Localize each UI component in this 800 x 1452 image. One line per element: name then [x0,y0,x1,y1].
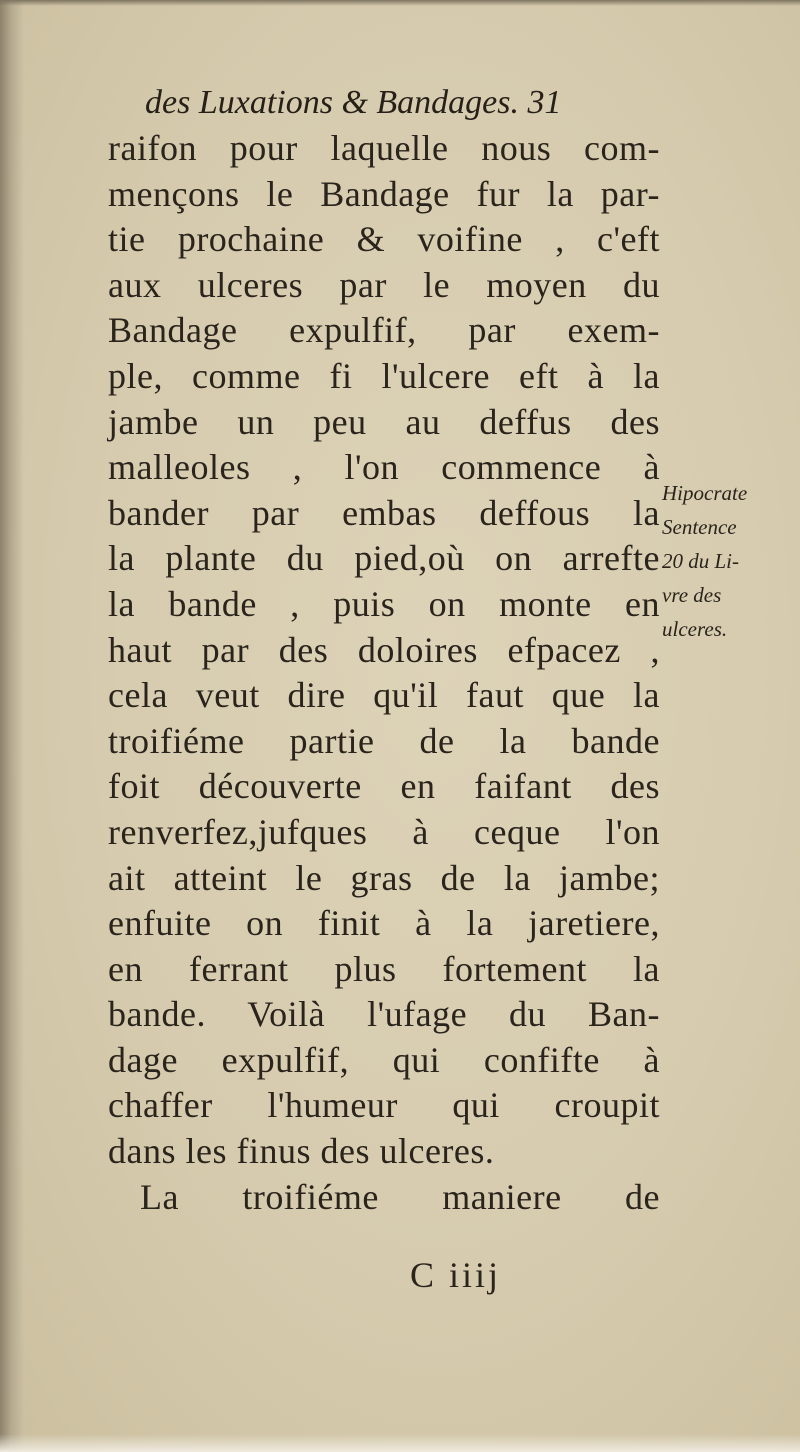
margin-note-line: 20 du Li- [662,549,740,573]
text-line: dans les finus des ulceres. [108,1131,495,1172]
text-line: La troifiéme maniere de [140,1176,660,1217]
text-line: Bandage expulfif, par exem- [108,310,660,351]
text-line: tie prochaine & voifine , c'eft [108,219,660,260]
bottom-page-edge [0,1434,800,1452]
margin-note [662,476,772,646]
text-line: mençons le Bandage fur la par- [108,173,660,214]
text-line: foit découverte en faifant des [108,766,660,807]
text-line: renverfez,jufques à ceque l'on [108,811,660,852]
text-line: ait atteint le gras de la jambe; [108,857,660,898]
text-line: bander par embas deffous la [108,492,660,533]
text-line: enfuite on finit à la jaretiere, [108,903,660,944]
text-line: malleoles , l'on commence à [108,447,660,488]
text-line: dage expulfif, qui confifte à [108,1039,660,1080]
margin-note-line: Hipocrate [662,481,748,505]
running-header: des Luxations & Bandages. 31 [145,84,562,121]
text-line: raifon pour laquelle nous com- [108,128,660,168]
text-line: haut par des doloires efpacez , [108,629,660,670]
text-line: en ferrant plus fortement la [108,948,660,989]
text-line: jambe un peu au deffus des [108,401,660,442]
text-line: la plante du pied,où on arrefte [108,538,660,579]
text-line: chaffer l'humeur qui croupit [108,1085,660,1126]
text-line: troifiéme partie de la bande [108,720,660,761]
text-line: cela veut dire qu'il faut que la [108,675,660,716]
margin-note-line: Sentence [662,515,737,539]
margin-note-line: vre des [662,583,722,607]
text-line: ple, comme fi l'ulcere eft à la [108,355,660,396]
text-line: aux ulceres par le moyen du [108,264,660,305]
text-line: la bande , puis on monte en [108,583,660,624]
text-line: bande. Voilà l'ufage du Ban- [108,994,660,1035]
margin-note-line: ulceres. [662,617,728,641]
gutter-shadow [0,0,24,1452]
body-text [108,126,660,1220]
top-page-edge [0,0,800,6]
signature-mark: C iiij [410,1255,502,1295]
